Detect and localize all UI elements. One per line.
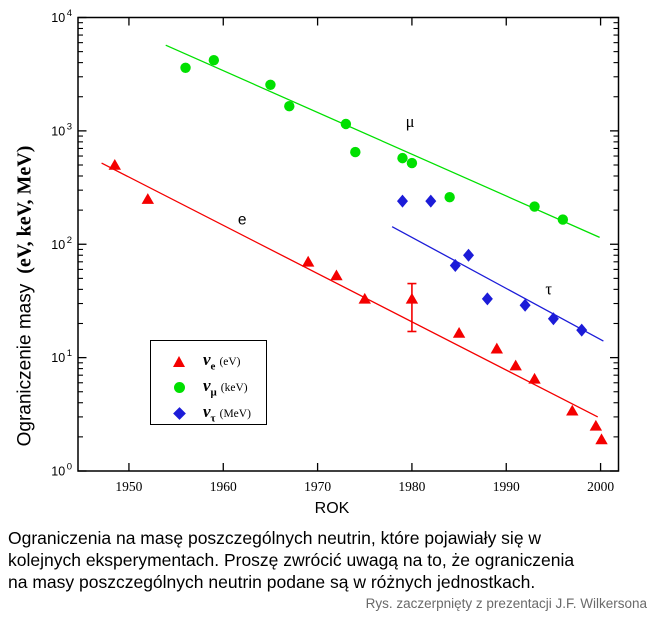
nu_mu-point (341, 119, 351, 129)
nu_mu-point (180, 63, 190, 73)
nu_mu-point (529, 201, 539, 211)
legend-item-nu-mu (151, 374, 266, 400)
caption (8, 527, 648, 593)
legend-label-nu-mu: $\nu_\mu$ (keV) (203, 375, 248, 399)
nu-tau-diamond-icon (173, 407, 186, 420)
nu_e-point (509, 360, 521, 371)
caption-line-2: kolejnych eksperymentach. Proszę zwrócić uwagą na to, że ograniczenia (8, 550, 575, 570)
nu_mu-point (397, 153, 407, 163)
attribution: Rys. zaczerpnięty z prezentacji J.F. Wilkersona (365, 596, 647, 611)
nu_tau-point (576, 324, 587, 337)
x-tick-label: 1970 (304, 479, 332, 494)
nu_mu-point (350, 147, 360, 157)
nu_mu-point (407, 158, 417, 168)
nu_mu-point (558, 214, 568, 224)
y-tick-label: 10 $^1$ (51, 348, 72, 366)
y-axis-label-text: Ograniczenie masy (14, 283, 36, 447)
legend (150, 340, 267, 425)
y-axis-label (14, 146, 37, 447)
nu-e-triangle-icon (173, 356, 185, 367)
nu_mu-point (209, 55, 219, 65)
y-tick-label: 10 $^4$ (51, 8, 72, 25)
y-tick-label: 10 $^3$ (51, 121, 72, 139)
y-tick-label: 10 $^0$ (51, 461, 72, 479)
nu_mu-annotation: μ (405, 111, 415, 131)
nu_e-point (491, 343, 503, 354)
legend-item-nu-tau (151, 400, 266, 426)
nu_e-point (359, 293, 371, 304)
x-tick-label: 1960 (209, 479, 237, 494)
y-axis-units-text: (eV, keV, MeV) (13, 145, 36, 274)
nu_e-point (590, 420, 602, 431)
nu_e-point (330, 270, 342, 281)
nu_tau-point (450, 259, 461, 272)
legend-label-nu-tau: $\nu_\tau$ (MeV) (203, 401, 251, 425)
nu_e-point (302, 256, 314, 267)
x-tick-label: 1980 (398, 479, 426, 494)
nu_tau-point (397, 195, 408, 208)
nu_tau-point (425, 195, 436, 208)
x-axis-label: ROK (314, 500, 350, 517)
nu_mu-point (444, 192, 454, 202)
y-tick-label: 10 $^2$ (51, 234, 72, 252)
legend-item-nu-e (151, 348, 266, 374)
legend-label-nu-e: $\nu_e$ (eV) (203, 349, 241, 373)
nu_e-point (406, 293, 418, 304)
x-tick-label: 1950 (115, 479, 143, 494)
nu_e-point (595, 433, 607, 444)
caption-line-1: Ograniczenia na masę poszczególnych neutrin, które pojawiały się w (8, 528, 542, 548)
nu_tau-point (463, 249, 474, 262)
nu-mu-circle-icon (174, 382, 185, 393)
x-tick-label: 1990 (492, 479, 520, 494)
nu_e-point (142, 193, 154, 204)
nu_mu-point (265, 80, 275, 90)
nu_tau-point (482, 292, 493, 305)
x-tick-label: 2000 (587, 479, 615, 494)
nu_tau-annotation: τ (545, 279, 553, 299)
nu_e-point (528, 373, 540, 384)
caption-line-3: na masy poszczególnych neutrin podane są w różnych jednostkach. (8, 572, 536, 592)
nu_tau-point (548, 312, 559, 325)
nu_e-annotation: e (237, 211, 247, 229)
nu_e-point (453, 327, 465, 338)
nu_tau-trend-line (392, 227, 603, 341)
nu_mu-point (284, 101, 294, 111)
nu_e-point (109, 159, 121, 170)
